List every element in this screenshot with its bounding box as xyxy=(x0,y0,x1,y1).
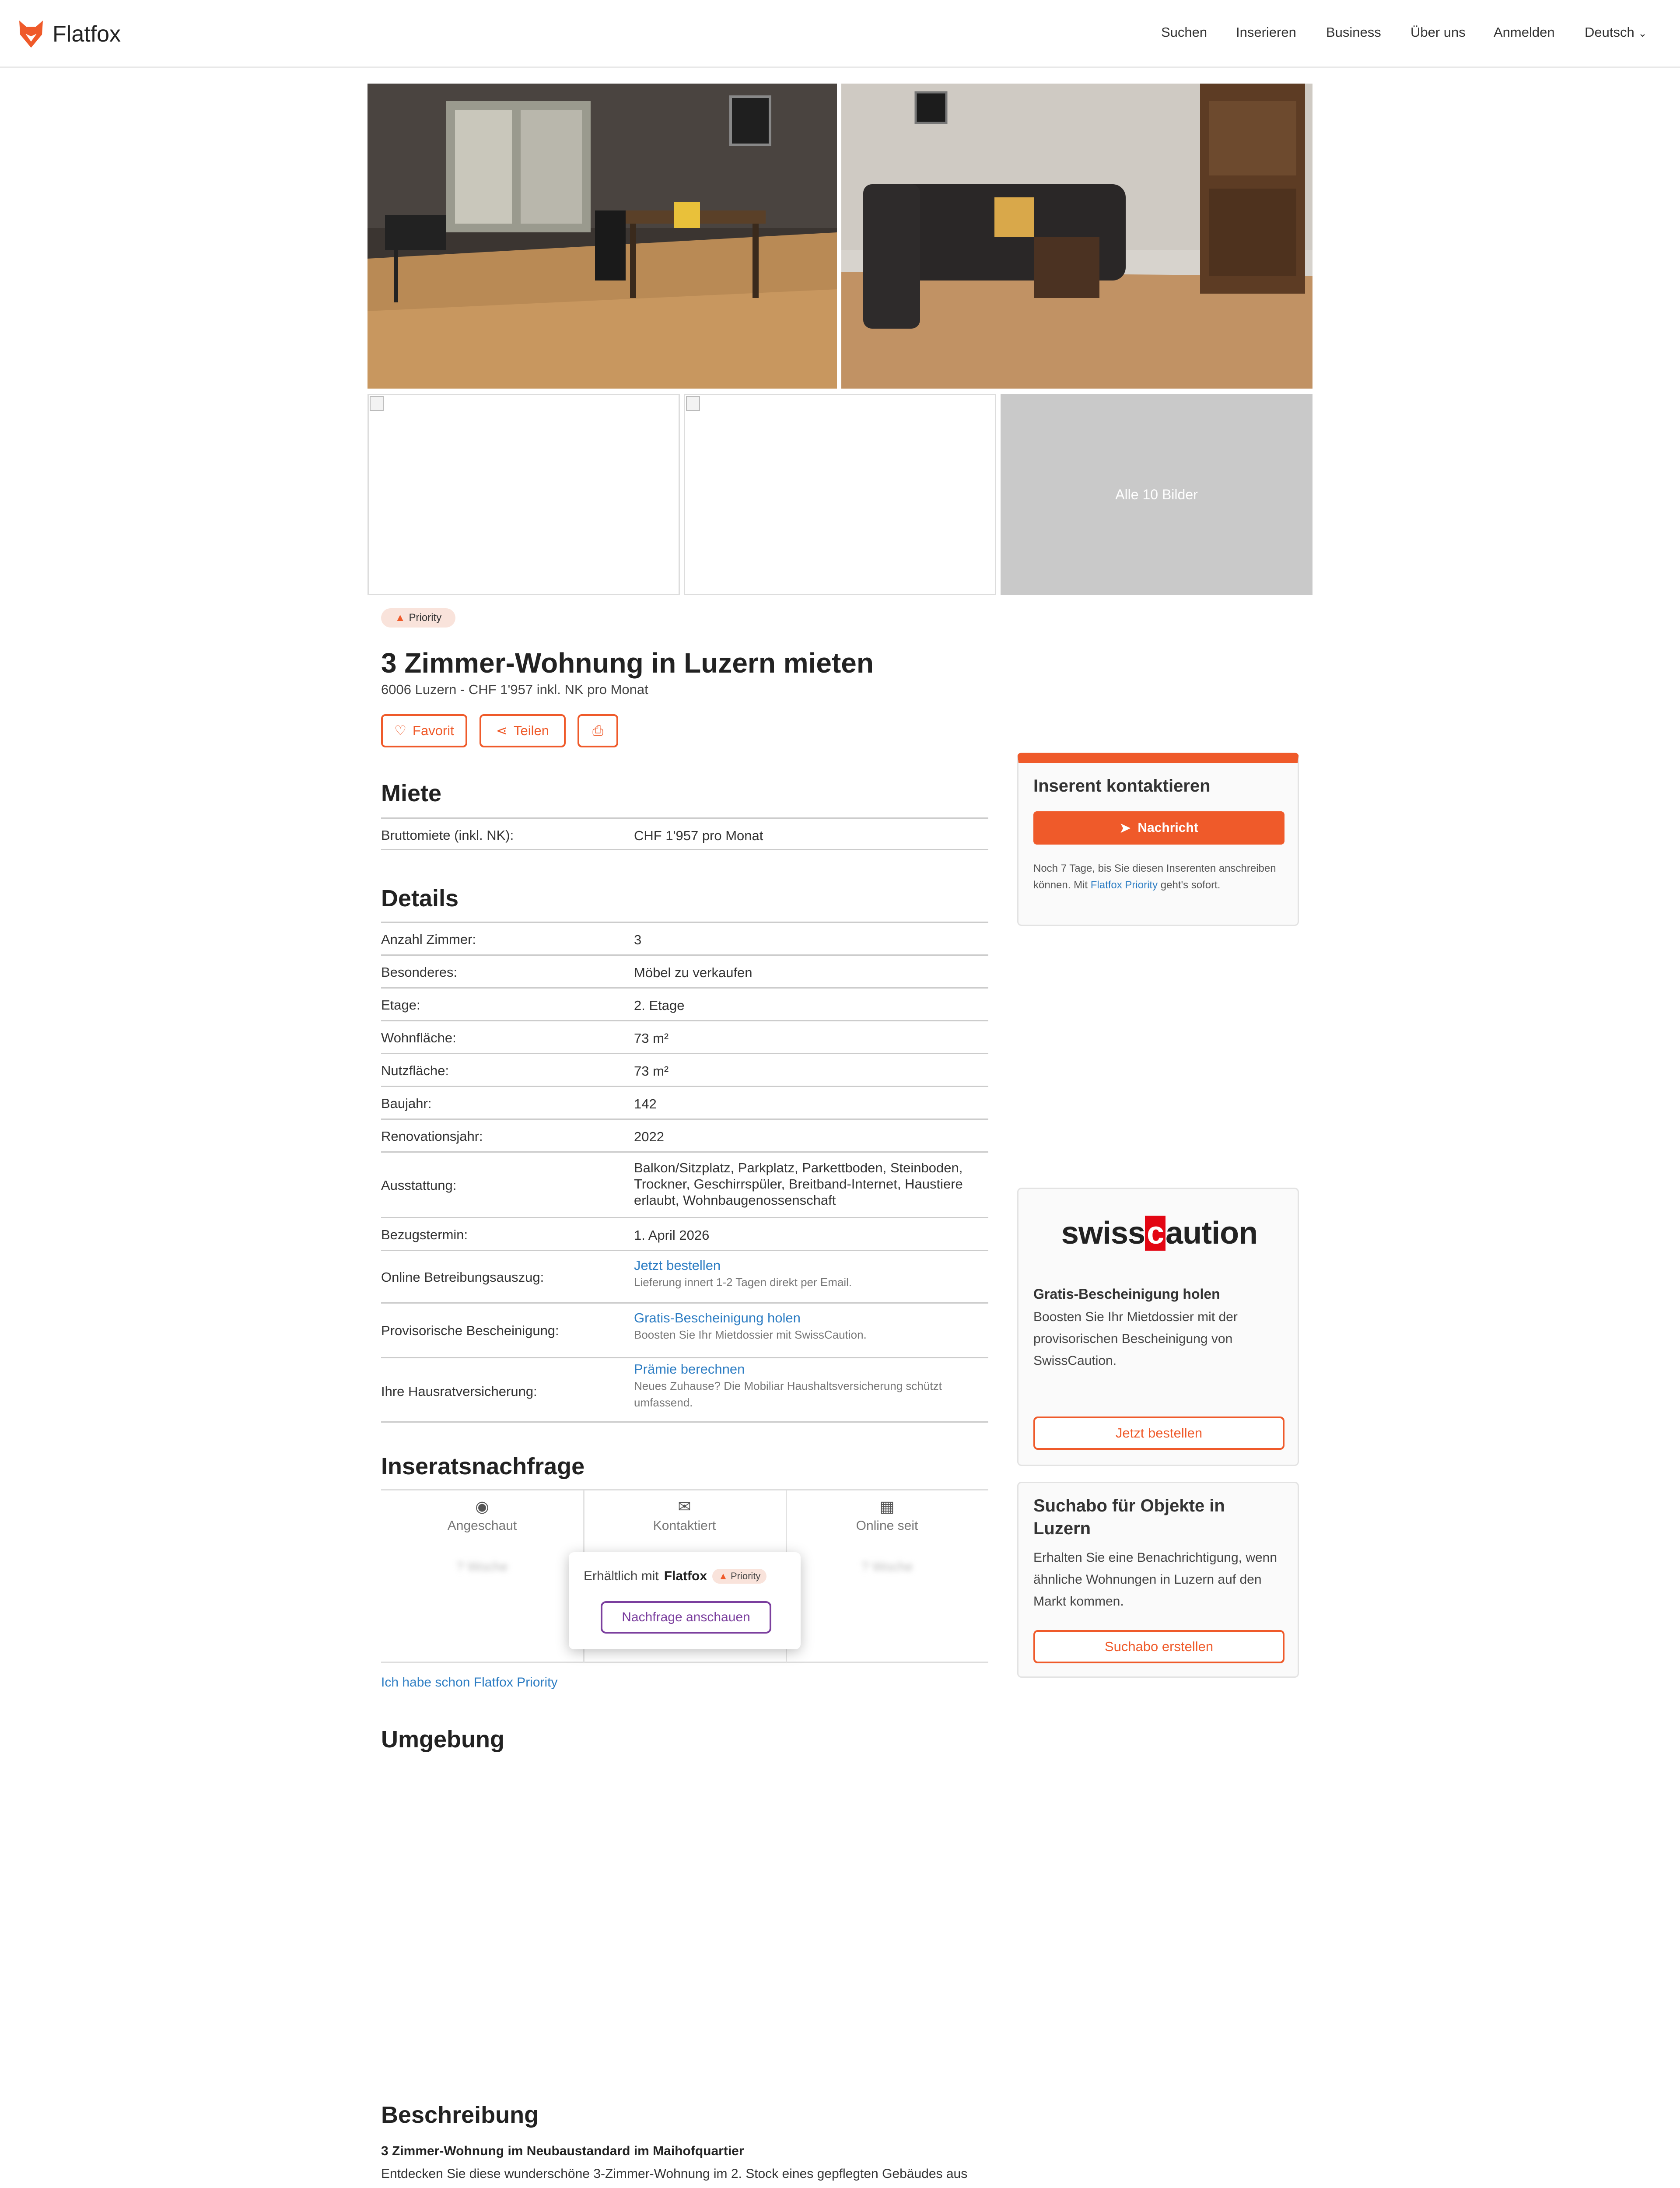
row-value: CHF 1'957 pro Monat xyxy=(634,828,763,843)
stat-label: Angeschaut xyxy=(447,1518,517,1533)
detail-row xyxy=(381,1357,988,1423)
view-demand-button[interactable]: Nachfrage anschauen xyxy=(601,1601,771,1634)
demand-panel xyxy=(381,1489,988,1663)
send-icon: ➤ xyxy=(1120,820,1131,835)
gallery-thumbnail[interactable] xyxy=(368,394,680,595)
row-label: Ihre Hausratversicherung: xyxy=(381,1384,537,1399)
flame-icon: ▲ xyxy=(718,1571,728,1581)
message-button[interactable] xyxy=(1033,811,1284,845)
priority-badge xyxy=(712,1569,766,1584)
row-label: Ausstattung: xyxy=(381,1178,457,1193)
swisscaution-title: Gratis-Bescheinigung holen xyxy=(1033,1286,1220,1302)
have-priority-link[interactable]: Ich habe schon Flatfox Priority xyxy=(381,1675,558,1690)
all-images-button[interactable] xyxy=(1001,394,1312,595)
detail-row xyxy=(381,1119,988,1151)
contact-title: Inserent kontaktieren xyxy=(1033,776,1211,796)
flatfox-priority-link[interactable]: Flatfox Priority xyxy=(1090,879,1158,891)
priority-badge-label: Priority xyxy=(730,1571,761,1581)
logo-part: aution xyxy=(1166,1216,1258,1251)
order-now-button[interactable]: Jetzt bestellen xyxy=(1033,1417,1284,1450)
subscription-title: Suchabo für Objekte in Luzern xyxy=(1033,1496,1225,1538)
row-value: 1. April 2026 xyxy=(634,1227,710,1243)
contact-note xyxy=(1033,860,1287,894)
row-value: Balkon/Sitzplatz, Parkplatz, Parkettboden, Steinboden, Trockner, Geschirrspüler, Breitband-Internet, Haustiere erlaubt, Wohnbaugenossenschaft xyxy=(634,1160,963,1208)
print-icon: ⎙ xyxy=(592,722,603,738)
row-label: Bezugstermin: xyxy=(381,1227,468,1242)
create-subscription-button[interactable]: Suchabo erstellen xyxy=(1033,1630,1284,1663)
surroundings-heading: Umgebung xyxy=(381,1726,504,1753)
row-note: Lieferung innert 1-2 Tagen direkt per Email. xyxy=(634,1276,852,1289)
share-icon: ⋖ xyxy=(496,723,508,738)
description-lead: 3 Zimmer-Wohnung im Neubaustandard im Maihofquartier xyxy=(381,2144,744,2158)
share-button[interactable] xyxy=(480,714,566,747)
nav-suchen[interactable]: Suchen xyxy=(1161,25,1208,40)
all-images-label: Alle 10 Bilder xyxy=(1115,486,1198,502)
share-label: Teilen xyxy=(513,723,549,738)
search-subscription-card xyxy=(1017,1482,1299,1678)
envelope-icon: ✉ xyxy=(678,1497,691,1515)
detail-row xyxy=(381,954,988,987)
row-label: Besonderes: xyxy=(381,964,458,980)
priority-badge xyxy=(381,608,455,628)
contact-note-text: geht's sofort. xyxy=(1158,879,1221,891)
map-area[interactable] xyxy=(381,1764,988,2087)
detail-row xyxy=(381,1086,988,1119)
favorite-button[interactable] xyxy=(381,714,467,747)
eye-icon: ◉ xyxy=(475,1497,489,1515)
row-label: Baujahr: xyxy=(381,1096,432,1111)
flatfox-logo[interactable] xyxy=(18,17,121,52)
rent-heading: Miete xyxy=(381,780,442,806)
detail-row xyxy=(381,1250,988,1302)
heart-icon: ♡ xyxy=(394,723,407,738)
insurance-premium-link[interactable]: Prämie berechnen xyxy=(634,1361,745,1377)
flame-icon: ▲ xyxy=(395,612,406,624)
photo-dining-room xyxy=(368,84,837,389)
row-value: 3 xyxy=(634,932,642,947)
gallery-photo-living[interactable] xyxy=(841,84,1312,389)
stat-viewed xyxy=(381,1497,583,1574)
contact-note-text: Noch 7 Tage, bis Sie diesen Inserenten anschreiben können. Mit xyxy=(1033,863,1276,891)
gallery-thumbnail[interactable] xyxy=(684,394,996,595)
detail-row xyxy=(381,987,988,1020)
subscription-text: Erhalten Sie eine Benachrichtigung, wenn ähnliche Wohnungen in Luzern auf den Markt kommen. xyxy=(1033,1550,1278,1609)
stat-value-blurred: ? Woche xyxy=(456,1560,508,1574)
nav-business[interactable]: Business xyxy=(1326,25,1381,40)
row-note: Boosten Sie Ihr Mietdossier mit SwissCaution. xyxy=(634,1328,867,1341)
calendar-icon: ▦ xyxy=(879,1497,895,1515)
free-certificate-link[interactable]: Gratis-Bescheinigung holen xyxy=(634,1310,801,1325)
broken-image-icon xyxy=(686,396,700,411)
priority-popup xyxy=(569,1552,801,1649)
chevron-down-icon: ⌄ xyxy=(1638,28,1647,39)
swisscaution-logo xyxy=(1018,1215,1300,1251)
stat-value-blurred: ? Woche xyxy=(861,1560,913,1574)
stat-online-since xyxy=(786,1497,988,1574)
broken-image-icon xyxy=(370,396,384,411)
contact-card xyxy=(1017,753,1299,926)
detail-row xyxy=(381,1217,988,1250)
row-value: Möbel zu verkaufen xyxy=(634,965,752,980)
swisscaution-text: Boosten Sie Ihr Mietdossier mit der provisorischen Bescheinigung von SwissCaution. xyxy=(1033,1310,1238,1368)
fox-icon xyxy=(18,19,45,49)
row-label: Anzahl Zimmer: xyxy=(381,932,476,947)
description-heading: Beschreibung xyxy=(381,2102,539,2128)
row-value: 73 m² xyxy=(634,1031,669,1046)
details-heading: Details xyxy=(381,885,459,912)
language-dropdown[interactable] xyxy=(1585,25,1647,40)
swisscaution-card xyxy=(1017,1188,1299,1466)
print-button[interactable] xyxy=(578,714,618,747)
favorite-label: Favorit xyxy=(413,723,454,738)
row-value: 2. Etage xyxy=(634,998,685,1013)
order-debt-extract-link[interactable]: Jetzt bestellen xyxy=(634,1258,721,1273)
stat-label: Online seit xyxy=(856,1518,918,1533)
detail-row xyxy=(381,1302,988,1357)
language-label: Deutsch xyxy=(1585,25,1634,40)
rent-row xyxy=(381,817,988,850)
priority-badge-label: Priority xyxy=(409,612,442,624)
detail-row xyxy=(381,922,988,954)
row-label: Etage: xyxy=(381,997,420,1013)
row-label: Provisorische Bescheinigung: xyxy=(381,1323,559,1338)
popup-brand: Flatfox xyxy=(664,1569,707,1583)
logo-part: swiss xyxy=(1061,1216,1145,1251)
top-navbar xyxy=(0,0,1680,68)
listing-subtitle: 6006 Luzern - CHF 1'957 inkl. NK pro Monat xyxy=(381,682,648,697)
row-value: 2022 xyxy=(634,1129,664,1144)
detail-row xyxy=(381,1151,988,1217)
detail-row xyxy=(381,1020,988,1053)
row-label: Wohnfläche: xyxy=(381,1030,456,1045)
description-body xyxy=(381,2140,988,2188)
gallery-photo-dining[interactable] xyxy=(368,84,837,389)
demand-heading: Inseratsnachfrage xyxy=(381,1453,585,1480)
row-label: Renovationsjahr: xyxy=(381,1129,483,1144)
row-label: Online Betreibungsauszug: xyxy=(381,1269,544,1285)
description-intro: Entdecken Sie diese wunderschöne 3-Zimmer-Wohnung im 2. Stock eines gepflegten Gebäudes aus xyxy=(381,2167,968,2181)
stat-contacted xyxy=(583,1497,786,1533)
row-value: 142 xyxy=(634,1096,657,1112)
row-label: Bruttomiete (inkl. NK): xyxy=(381,828,514,843)
page-title: 3 Zimmer-Wohnung in Luzern mieten xyxy=(381,647,874,679)
message-button-label: Nachricht xyxy=(1138,820,1198,835)
popup-text: Erhältlich mit xyxy=(584,1569,659,1583)
detail-row xyxy=(381,1053,988,1086)
row-value: 73 m² xyxy=(634,1063,669,1079)
photo-living-room xyxy=(841,84,1312,389)
stat-label: Kontaktiert xyxy=(653,1518,716,1533)
nav-inserieren[interactable]: Inserieren xyxy=(1236,25,1296,40)
row-label: Nutzfläche: xyxy=(381,1063,449,1078)
logo-part: c xyxy=(1145,1216,1166,1251)
row-note: Neues Zuhause? Die Mobiliar Haushaltsversicherung schützt umfassend. xyxy=(634,1379,942,1409)
brand-name: Flatfox xyxy=(52,21,121,47)
nav-ueber-uns[interactable]: Über uns xyxy=(1410,25,1466,40)
nav-anmelden[interactable]: Anmelden xyxy=(1494,25,1555,40)
